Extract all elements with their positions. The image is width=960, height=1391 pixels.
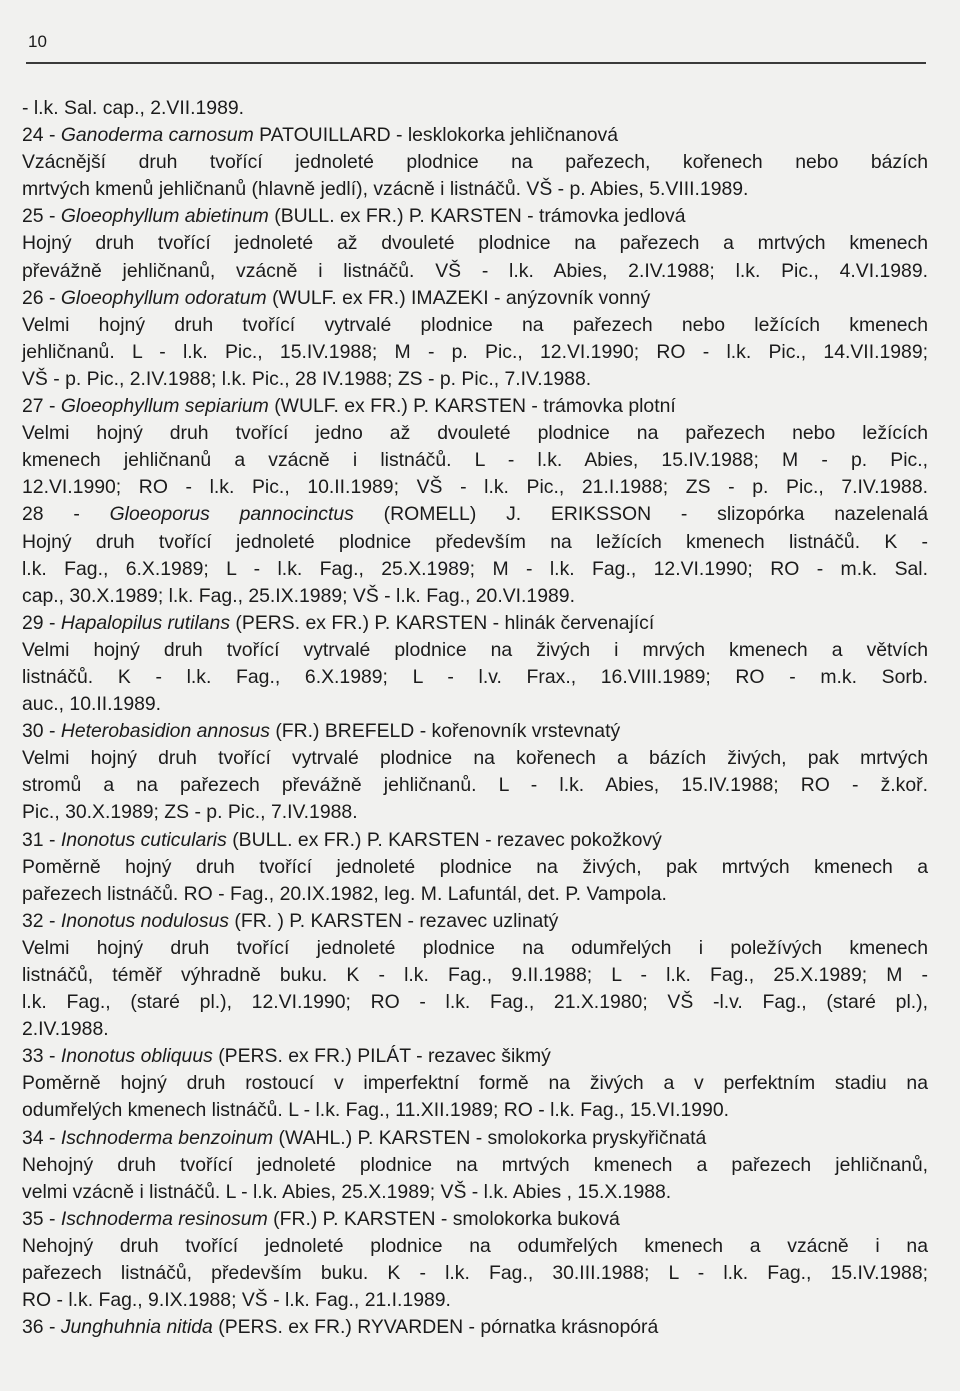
text-run: Poměrně hojný druh rostoucí v imperfektní formě na živých a v perfektním stadiu na — [22, 1072, 928, 1095]
text-line — [22, 1016, 928, 1043]
header-rule — [26, 62, 926, 64]
text-run: Vzácnější druh tvořící jednoleté plodnice na pařezech, kořenech nebo bázích — [22, 151, 928, 174]
text-line — [22, 745, 928, 772]
text-run: mrtvých kmenů jehličnanů (hlavně jedlí), vzácně i listnáčů. VŠ - p. Abies, 5.VIII.1989. — [22, 178, 749, 201]
species-name: Hapalopilus rutilans — [60, 611, 231, 634]
text-run: Nehojný druh tvořící jednoleté plodnice na odumřelých kmenech a vzácně i na — [22, 1234, 928, 1257]
species-name: Inonotus obliquus — [60, 1045, 213, 1068]
text-line — [22, 529, 928, 556]
text-run: převážně jehličnanů, vzácně i listnáčů. VŠ - l.k. Abies, 2.IV.1988; l.k. Pic., 4.VI.1989. — [22, 259, 928, 282]
text-run: kmenech jehličnanů a vzácně i listnáčů. L - l.k. Abies, 15.IV.1988; M - p. Pic., — [22, 449, 928, 472]
text-line — [22, 1179, 928, 1206]
text-run: pařezech listnáčů, především buku. K - l.k. Fag., 30.III.1988; L - l.k. Fag., 15.IV.1988; — [22, 1262, 928, 1285]
text-run: 2.IV.1988. — [22, 1018, 109, 1041]
text-run: Poměrně hojný druh tvořící jednoleté plodnice na živých, pak mrtvých kmenech a — [22, 855, 928, 878]
text-line — [22, 1070, 928, 1097]
text-line — [22, 1287, 928, 1314]
text-run: RO - l.k. Fag., 9.IX.1988; VŠ - l.k. Fag., 21.I.1989. — [22, 1289, 451, 1312]
text-run: (WULF. ex FR.) IMAZEKI - anýzovník vonný — [266, 286, 651, 309]
text-run: Hojný druh tvořící jednoleté plodnice především na ležících kmenech listnáčů. K - — [22, 530, 928, 553]
text-line — [22, 772, 928, 799]
text-run: stromů a na pařezech převážně jehličnanů. L - l.k. Abies, 15.IV.1988; RO - ž.koř. — [22, 774, 928, 797]
text-line — [22, 935, 928, 962]
text-line — [22, 827, 928, 854]
text-line — [22, 203, 928, 230]
text-line — [22, 420, 928, 447]
text-line — [22, 962, 928, 989]
text-run: listnáčů. K - l.k. Fag., 6.X.1989; L - l.v. Frax., 16.VIII.1989; RO - m.k. Sorb. — [22, 665, 928, 688]
text-line — [22, 1043, 928, 1070]
species-name: Junghuhnia nitida — [60, 1316, 213, 1339]
page-number: 10 — [28, 32, 47, 51]
text-line — [22, 258, 928, 285]
text-run: cap., 30.X.1989; l.k. Fag., 25.IX.1989; VŠ - l.k. Fag., 20.VI.1989. — [22, 584, 575, 607]
text-run: 26 - — [22, 286, 61, 309]
text-line — [22, 149, 928, 176]
text-line — [22, 1260, 928, 1287]
text-line — [22, 583, 928, 610]
text-line — [22, 474, 928, 501]
text-run: l.k. Fag., (staré pl.), 12.VI.1990; RO - l.k. Fag., 21.X.1980; VŠ -l.v. Fag., (staré pl.), — [22, 991, 928, 1014]
text-run: (ROMELL) J. ERIKSSON - slizopórka nazelenalá — [353, 503, 929, 526]
text-line — [22, 1097, 928, 1124]
text-run: Velmi hojný druh tvořící vytrvalé plodnice na kořenech a bázích živých, pak mrtvých — [22, 747, 928, 770]
text-run: 33 - — [22, 1045, 61, 1068]
text-line — [22, 1314, 928, 1341]
species-name: Gloeophyllum sepiarium — [60, 395, 269, 418]
text-run: (WAHL.) P. KARSTEN - smolokorka pryskyřičnatá — [273, 1126, 707, 1149]
text-run: Velmi hojný druh tvořící jedno až dvouleté plodnice na pařezech nebo ležících — [22, 422, 928, 445]
text-run: odumřelých kmenech listnáčů. L - l.k. Fag., 11.XII.1989; RO - l.k. Fag., 15.VI.1990. — [22, 1099, 730, 1122]
text-line — [22, 799, 928, 826]
text-line — [22, 610, 928, 637]
text-line — [22, 854, 928, 881]
text-run: 34 - — [22, 1126, 61, 1149]
text-line — [22, 691, 928, 718]
species-name: Ganoderma carnosum — [60, 124, 254, 147]
text-run: Nehojný druh tvořící jednoleté plodnice na mrtvých kmenech a pařezech jehličnanů, — [22, 1153, 928, 1176]
text-run: (FR. ) P. KARSTEN - rezavec uzlinatý — [229, 909, 559, 932]
text-line — [22, 285, 928, 312]
text-run: (FR.) BREFELD - kořenovník vrstevnatý — [269, 720, 621, 743]
text-run: 30 - — [22, 720, 61, 743]
species-list — [22, 95, 928, 1341]
text-line — [22, 1206, 928, 1233]
text-line — [22, 1125, 928, 1152]
text-run: jehličnanů. L - l.k. Pic., 15.IV.1988; M - p. Pic., 12.VI.1990; RO - l.k. Pic., 14.VII.1989; — [22, 340, 928, 363]
text-run: 28 - — [22, 503, 110, 526]
text-run: 31 - — [22, 828, 61, 851]
text-run: 12.VI.1990; RO - l.k. Pic., 10.II.1989; VŠ - l.k. Pic., 21.I.1988; ZS - p. Pic., 7.IV.1988. — [22, 476, 928, 499]
text-line — [22, 230, 928, 257]
text-run: (WULF. ex FR.) P. KARSTEN - trámovka plotní — [268, 395, 676, 418]
text-run: 35 - — [22, 1207, 61, 1230]
text-line — [22, 1233, 928, 1260]
text-line — [22, 312, 928, 339]
text-run: auc., 10.II.1989. — [22, 693, 162, 716]
text-run: (PERS. ex FR.) PILÁT - rezavec šikmý — [212, 1045, 551, 1068]
species-name: Gloeophyllum abietinum — [60, 205, 269, 228]
text-line — [22, 447, 928, 474]
species-name: Ischnoderma resinosum — [60, 1207, 268, 1230]
text-run: velmi vzácně i listnáčů. L - l.k. Abies, 25.X.1989; VŠ - l.k. Abies , 15.X.1988. — [22, 1180, 672, 1203]
text-run: Velmi hojný druh tvořící vytrvalé plodnice na živých i mrvých kmenech a větvích — [22, 638, 928, 661]
species-name: Ischnoderma benzoinum — [60, 1126, 274, 1149]
text-run: 27 - — [22, 395, 61, 418]
species-name: Inonotus cuticularis — [60, 828, 227, 851]
species-name: Heterobasidion annosus — [60, 720, 270, 743]
text-run: 24 - — [22, 124, 61, 147]
text-line — [22, 501, 928, 528]
text-run: Velmi hojný druh tvořící vytrvalé plodnice na pařezech nebo ležících kmenech — [22, 313, 928, 336]
text-line — [22, 176, 928, 203]
text-line — [22, 1152, 928, 1179]
species-name: Gloeoporus pannocinctus — [109, 503, 354, 526]
text-run: (PERS. ex FR.) P. KARSTEN - hlinák červenající — [230, 611, 655, 634]
text-line — [22, 718, 928, 745]
text-line — [22, 989, 928, 1016]
text-run: 25 - — [22, 205, 61, 228]
text-run: 36 - — [22, 1316, 61, 1339]
text-line — [22, 637, 928, 664]
text-run: pařezech listnáčů. RO - Fag., 20.IX.1982, leg. M. Lafuntál, det. P. Vampola. — [22, 882, 667, 905]
text-run: VŠ - p. Pic., 2.IV.1988; l.k. Pic., 28 IV.1988; ZS - p. Pic., 7.IV.1988. — [22, 367, 592, 390]
text-line — [22, 908, 928, 935]
text-line — [22, 122, 928, 149]
text-run: 32 - — [22, 909, 61, 932]
text-line — [22, 556, 928, 583]
text-run: l.k. Fag., 6.X.1989; L - l.k. Fag., 25.X.1989; M - l.k. Fag., 12.VI.1990; RO - m.k. Sal. — [22, 557, 928, 580]
text-line — [22, 366, 928, 393]
text-line — [22, 664, 928, 691]
text-run: Velmi hojný druh tvořící jednoleté plodnice na odumřelých i poležívých kmenech — [22, 936, 928, 959]
text-line — [22, 95, 928, 122]
text-run: listnáčů, téměř výhradně buku. K - l.k. Fag., 9.II.1988; L - l.k. Fag., 25.X.1989; M - — [22, 964, 928, 986]
text-run: PATOUILLARD - lesklokorka jehličnanová — [253, 124, 618, 147]
text-run: - l.k. Sal. cap., 2.VII.1989. — [22, 97, 245, 119]
text-run: (FR.) P. KARSTEN - smolokorka buková — [267, 1207, 620, 1230]
species-name: Gloeophyllum odoratum — [60, 286, 267, 309]
text-line — [22, 339, 928, 366]
text-run: Pic., 30.X.1989; ZS - p. Pic., 7.IV.1988. — [22, 801, 358, 824]
text-run: 29 - — [22, 611, 61, 634]
text-run: Hojný druh tvořící jednoleté až dvouleté plodnice na pařezech a mrtvých kmenech — [22, 232, 928, 255]
text-run: (BULL. ex FR.) P. KARSTEN - rezavec pokožkový — [226, 828, 662, 851]
text-line — [22, 881, 928, 908]
text-run: (BULL. ex FR.) P. KARSTEN - trámovka jedlová — [268, 205, 686, 228]
text-run: (PERS. ex FR.) RYVARDEN - pórnatka krásnopórá — [212, 1316, 659, 1339]
text-line — [22, 393, 928, 420]
species-name: Inonotus nodulosus — [60, 909, 229, 932]
